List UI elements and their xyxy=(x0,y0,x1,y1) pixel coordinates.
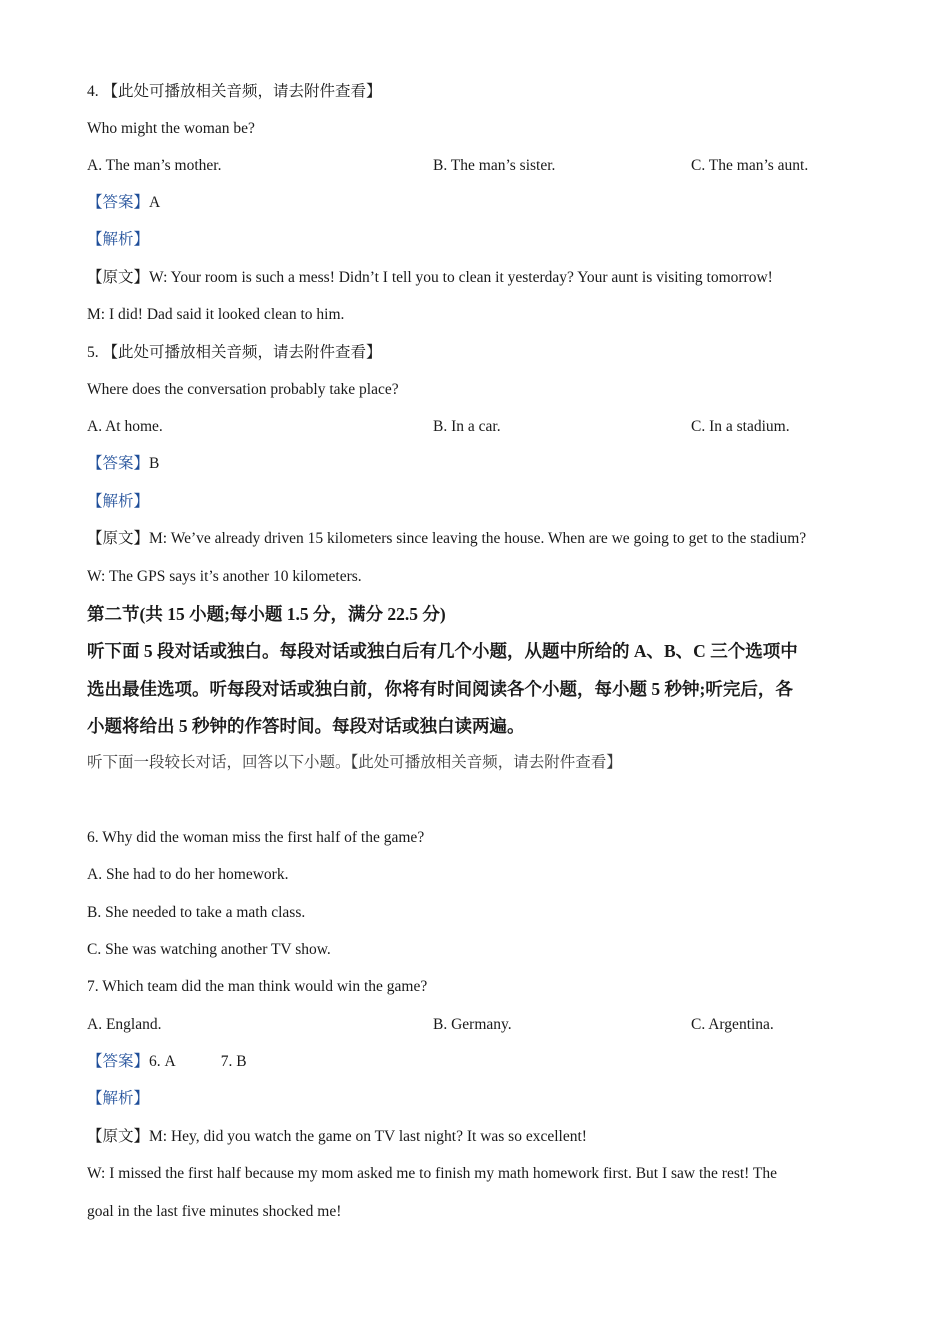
q6-option-b: B. She needed to take a math class. xyxy=(87,904,306,921)
q6-option-c: C. She was watching another TV show. xyxy=(87,941,331,958)
q4-question: Who might the woman be? xyxy=(87,120,255,137)
q5-options xyxy=(87,417,890,437)
section2-instruction-1: 听下面 5 段对话或独白。每段对话或独白后有几个小题，从题中所给的 A、B、C 三个选项中 xyxy=(87,641,798,661)
q7-options xyxy=(87,1015,890,1035)
q67-answer xyxy=(87,1052,890,1072)
q5-transcript-text-1: M: We’ve already driven 15 kilometers since leaving the house. When are we going to get to the stadium? xyxy=(149,530,807,547)
q5-header xyxy=(87,343,890,363)
q5-answer xyxy=(87,454,890,474)
section2-title: 第二节(共 15 小题;每小题 1.5 分，满分 22.5 分) xyxy=(87,604,446,624)
q5-answer-value: B xyxy=(149,455,160,472)
q4-number: 4. xyxy=(87,83,99,100)
q4-transcript-line-1 xyxy=(87,268,890,288)
section2-listen-note[interactable]: 听下面一段较长对话，回答以下小题。【此处可播放相关音频，请去附件查看】 xyxy=(87,754,622,771)
section2-instruction-3: 小题将给出 5 秒钟的作答时间。每段对话或独白读两遍。 xyxy=(87,716,525,736)
q67-transcript-line-1 xyxy=(87,1127,890,1147)
q7-option-c: C. Argentina. xyxy=(691,1016,774,1033)
q5-option-b: B. In a car. xyxy=(433,418,501,435)
q67-transcript-text-1: M: Hey, did you watch the game on TV last night? It was so excellent! xyxy=(149,1128,587,1145)
q4-transcript-text-1: W: Your room is such a mess! Didn’t I tell you to clean it yesterday? Your aunt is visiting tomorrow! xyxy=(149,269,773,286)
q5-number: 5. xyxy=(87,344,99,361)
q4-audio-note[interactable]: 【此处可播放相关音频，请去附件查看】 xyxy=(102,83,382,100)
q4-transcript-label: 【原文】 xyxy=(87,269,150,286)
q5-audio-note[interactable]: 【此处可播放相关音频，请去附件查看】 xyxy=(102,344,382,361)
q6-option-a: A. She had to do her homework. xyxy=(87,866,289,883)
q5-transcript-line-2: W: The GPS says it’s another 10 kilometers. xyxy=(87,568,362,585)
q4-answer-label: 【答案】 xyxy=(87,194,150,211)
q5-analysis-label: 【解析】 xyxy=(87,493,150,510)
q4-option-c: C. The man’s aunt. xyxy=(691,157,809,174)
q4-transcript-line-2: M: I did! Dad said it looked clean to him. xyxy=(87,306,345,323)
q67-transcript-line-2: W: I missed the first half because my mom asked me to finish my math homework first. But I saw the rest! The xyxy=(87,1165,778,1182)
q4-option-b: B. The man’s sister. xyxy=(433,157,556,174)
q5-transcript-label: 【原文】 xyxy=(87,530,150,547)
q67-answer-label: 【答案】 xyxy=(87,1053,150,1070)
q4-answer xyxy=(87,193,890,213)
q5-answer-label: 【答案】 xyxy=(87,455,150,472)
q7-option-a: A. England. xyxy=(87,1016,162,1033)
section2-instruction-2: 选出最佳选项。听每段对话或独白前，你将有时间阅读各个小题，每小题 5 秒钟;听完后，各 xyxy=(87,679,793,699)
q4-analysis-label: 【解析】 xyxy=(87,231,150,248)
q4-header xyxy=(87,82,890,102)
q4-answer-value: A xyxy=(149,194,161,211)
q6-question: 6. Why did the woman miss the first half of the game? xyxy=(87,829,425,846)
q4-options xyxy=(87,156,890,176)
q5-option-a: A. At home. xyxy=(87,418,163,435)
q67-transcript-line-3: goal in the last five minutes shocked me! xyxy=(87,1203,342,1220)
q67-answer-6: 6. A xyxy=(149,1053,176,1070)
q5-option-c: C. In a stadium. xyxy=(691,418,790,435)
q67-answer-7: 7. B xyxy=(220,1053,247,1070)
q5-transcript-line-1 xyxy=(87,529,890,549)
q67-transcript-label: 【原文】 xyxy=(87,1128,150,1145)
q7-option-b: B. Germany. xyxy=(433,1016,512,1033)
q5-question: Where does the conversation probably take place? xyxy=(87,381,399,398)
q7-question: 7. Which team did the man think would win the game? xyxy=(87,978,428,995)
q67-analysis-label: 【解析】 xyxy=(87,1090,150,1107)
q4-option-a: A. The man’s mother. xyxy=(87,157,222,174)
